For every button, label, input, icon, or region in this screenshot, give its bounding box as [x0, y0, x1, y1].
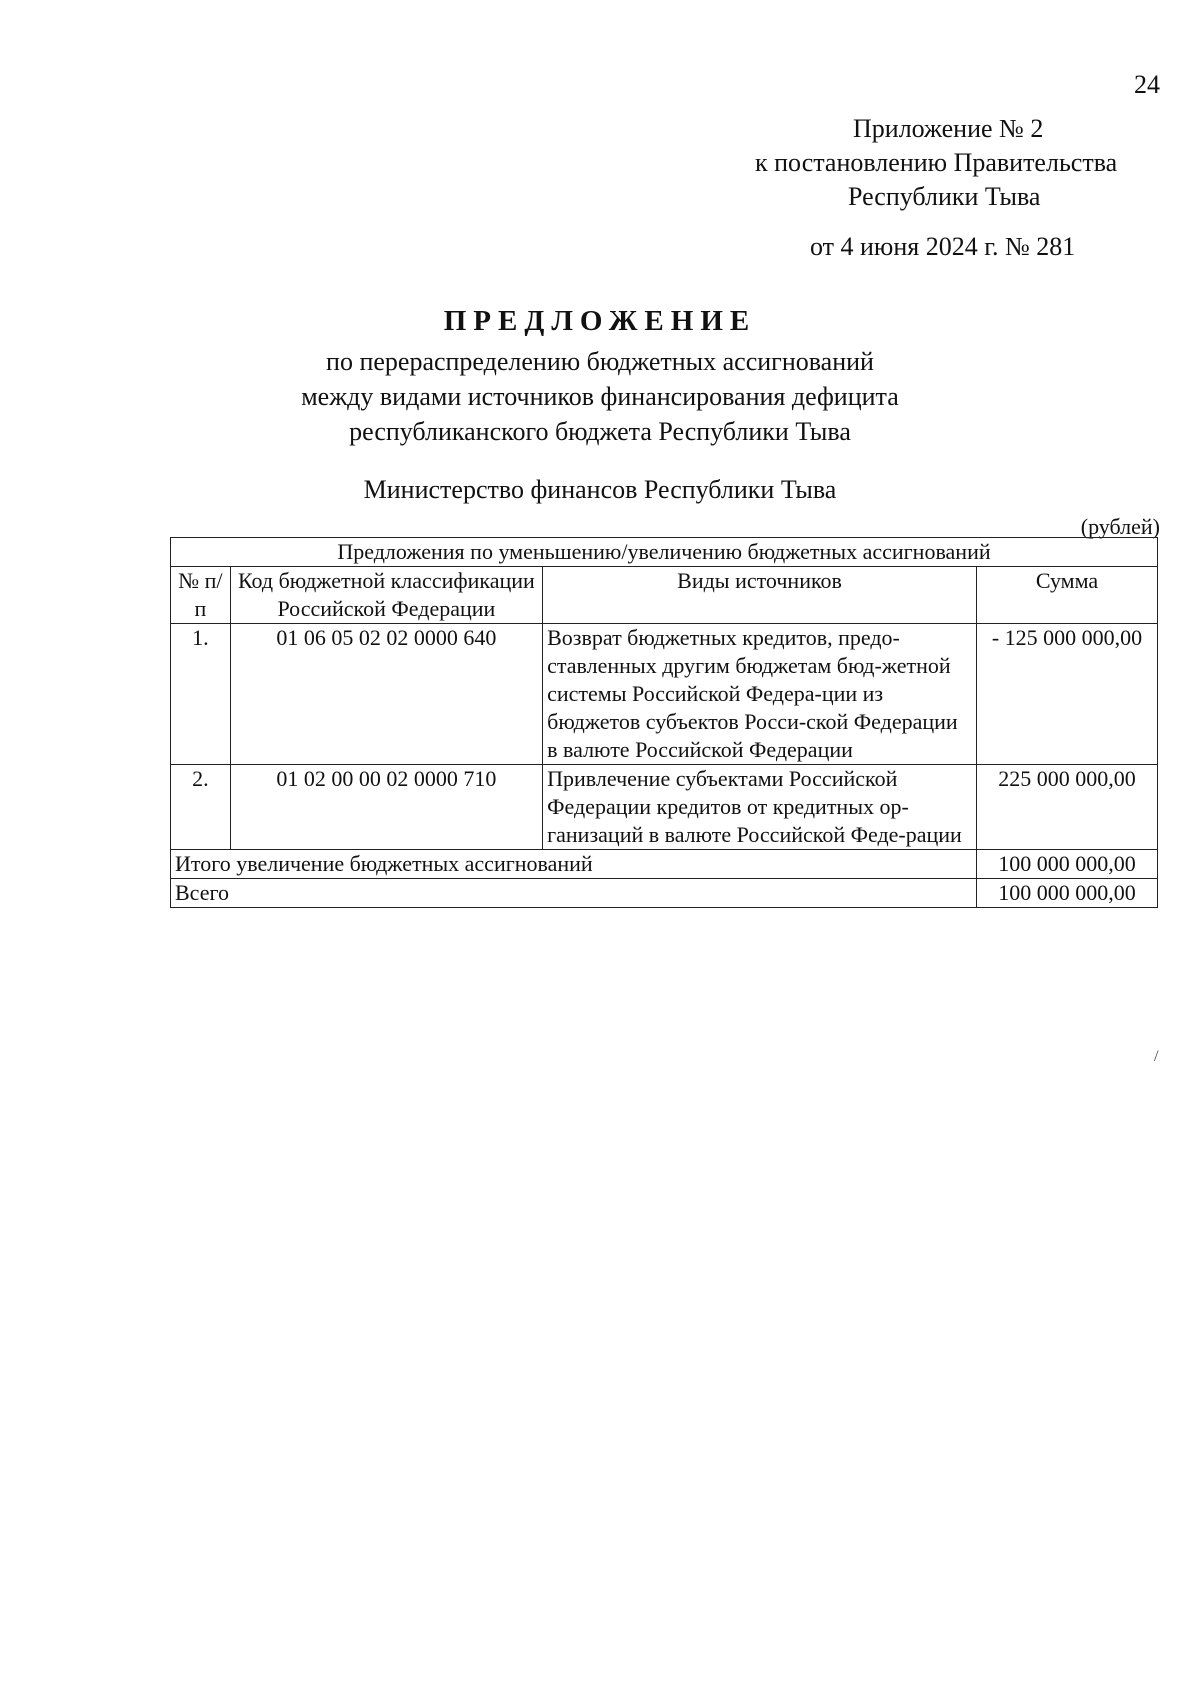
row-sum: 225 000 000,00 [976, 765, 1157, 850]
annex-line-2: к постановлению Правительства [755, 148, 1118, 177]
column-header-source: Виды источников [543, 567, 977, 624]
grand-total-row [171, 879, 1158, 908]
units-label: (рублей) [1080, 514, 1160, 539]
row-source: Возврат бюджетных кредитов, предо-ставленных другим бюджетам бюд-жетной системы Российской Федера-ции из бюджетов субъектов Росси-ской Федерации в валюте Российской Федерации [543, 624, 977, 765]
column-header-code: Код бюджетной классификации Российской Федерации [230, 567, 542, 624]
row-source: Привлечение субъектами Российской Федерации кредитов от кредитных ор-ганизаций в валюте Российской Феде-рации [543, 765, 977, 850]
margin-mark: / [1154, 1048, 1159, 1065]
row-code: 01 02 00 00 02 0000 710 [230, 765, 542, 850]
table-group-header: Предложения по уменьшению/увеличению бюджетных ассигнований [171, 538, 1158, 567]
total-increase-sum: 100 000 000,00 [976, 850, 1157, 879]
row-sum: - 125 000 000,00 [976, 624, 1157, 765]
table-group-header-row [171, 538, 1158, 567]
grand-total-sum: 100 000 000,00 [976, 879, 1157, 908]
total-increase-row [171, 850, 1158, 879]
page-number: 24 [1134, 70, 1160, 99]
document-title: ПРЕДЛОЖЕНИЕ [443, 305, 757, 337]
grand-total-label: Всего [171, 879, 977, 908]
total-increase-label: Итого увеличение бюджетных ассигнований [171, 850, 977, 879]
ministry-name: Министерство финансов Республики Тыва [363, 475, 837, 504]
row-num: 2. [171, 765, 231, 850]
column-header-num: № п/п [171, 567, 231, 624]
table-row [171, 765, 1158, 850]
subtitle-line-1: по перераспределению бюджетных ассигнований [326, 347, 874, 376]
annex-line-3: Республики Тыва [848, 182, 1041, 211]
annex-date-line: от 4 июня 2024 г. № 281 [810, 232, 1076, 261]
subtitle-line-2: между видами источников финансирования дефицита [301, 382, 899, 411]
annex-line-1: Приложение № 2 [853, 114, 1044, 143]
annex-block [700, 112, 1150, 264]
column-header-sum: Сумма [976, 567, 1157, 624]
subtitle-line-3: республиканского бюджета Республики Тыва [349, 417, 851, 446]
table-header-row [171, 567, 1158, 624]
document-subtitle [0, 344, 1200, 449]
table-row [171, 624, 1158, 765]
row-code: 01 06 05 02 02 0000 640 [230, 624, 542, 765]
row-num: 1. [171, 624, 231, 765]
budget-table [170, 537, 1158, 908]
